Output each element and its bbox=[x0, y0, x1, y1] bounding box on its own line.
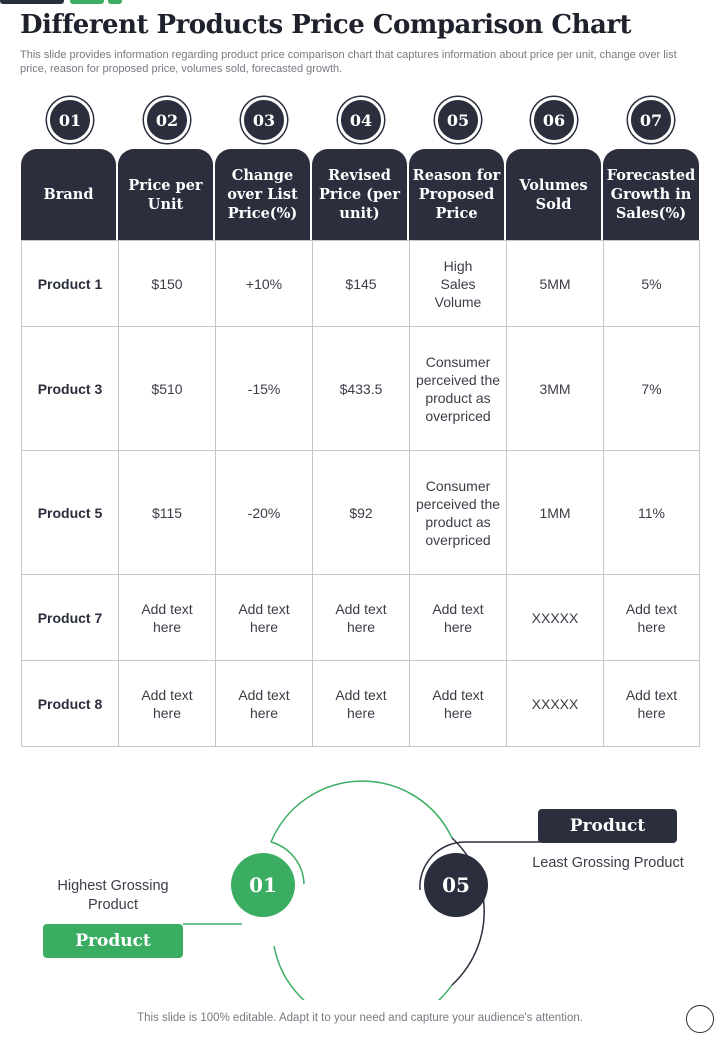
least-number-badge: 05 bbox=[424, 853, 488, 917]
column-number-badge: 01 bbox=[47, 97, 93, 143]
table-cell: Add text here bbox=[216, 575, 313, 661]
table-cell: Add text here bbox=[119, 575, 216, 661]
table-cell: 5% bbox=[604, 241, 700, 327]
column-number-badge: 03 bbox=[241, 97, 287, 143]
arc-top-green bbox=[271, 781, 452, 842]
brand-cell: Product 7 bbox=[22, 575, 119, 661]
table-cell: $433.5 bbox=[313, 327, 410, 451]
highest-number-badge: 01 bbox=[231, 853, 295, 917]
table-cell: Add text here bbox=[410, 661, 507, 747]
table-cell: Consumer perceived the product as overpriced bbox=[410, 451, 507, 575]
highest-product-button[interactable]: Product bbox=[43, 924, 183, 958]
table-cell: Add text here bbox=[410, 575, 507, 661]
table-cell: Add text here bbox=[119, 661, 216, 747]
brand-cell: Product 3 bbox=[22, 327, 119, 451]
table-cell: $115 bbox=[119, 451, 216, 575]
corner-circle-icon bbox=[686, 1005, 714, 1033]
table-cell: $150 bbox=[119, 241, 216, 327]
column-number-badge: 06 bbox=[531, 97, 577, 143]
table-cell: +10% bbox=[216, 241, 313, 327]
least-grossing-label: Least Grossing Product bbox=[532, 855, 684, 871]
brand-cell: Product 8 bbox=[22, 661, 119, 747]
page-subtitle: This slide provides information regarding product price comparison chart that captures information about price per unit, change over list price, reason for proposed price, volumes sold, forecasted growth. bbox=[20, 49, 677, 75]
table-cell: 1MM bbox=[507, 451, 604, 575]
table-cell: Add text here bbox=[604, 661, 700, 747]
table-cell: 5MM bbox=[507, 241, 604, 327]
table-cell: High Sales Volume bbox=[410, 241, 507, 327]
column-number-badge: 05 bbox=[435, 97, 481, 143]
column-number-badge: 07 bbox=[628, 97, 674, 143]
page-title: Different Products Price Comparison Chart bbox=[20, 10, 632, 40]
table-cell: 3MM bbox=[507, 327, 604, 451]
table-cell: Add text here bbox=[313, 661, 410, 747]
table-row bbox=[22, 241, 700, 327]
column-header: Forecasted Growth in Sales(%) bbox=[603, 149, 699, 240]
table-cell: 7% bbox=[604, 327, 700, 451]
table-row bbox=[22, 661, 700, 747]
table-cell: Add text here bbox=[313, 575, 410, 661]
price-comparison-table bbox=[21, 240, 700, 747]
column-number-badge: 04 bbox=[338, 97, 384, 143]
table-cell: XXXXX bbox=[507, 661, 604, 747]
footer-note: This slide is 100% editable. Adapt it to your need and capture your audience's attention. bbox=[137, 1012, 583, 1024]
table-cell: 11% bbox=[604, 451, 700, 575]
table-cell: XXXXX bbox=[507, 575, 604, 661]
column-header: Change over List Price(%) bbox=[215, 149, 310, 240]
column-header: Revised Price (per unit) bbox=[312, 149, 407, 240]
column-header: Volumes Sold bbox=[506, 149, 601, 240]
table-row bbox=[22, 451, 700, 575]
table-row bbox=[22, 327, 700, 451]
column-header: Reason for Proposed Price bbox=[409, 149, 504, 240]
brand-cell: Product 1 bbox=[22, 241, 119, 327]
column-header: Brand bbox=[21, 149, 116, 240]
top-accent-dark bbox=[0, 0, 64, 4]
least-product-button[interactable]: Product bbox=[538, 809, 677, 843]
table-cell: -20% bbox=[216, 451, 313, 575]
table-cell: Consumer perceived the product as overpriced bbox=[410, 327, 507, 451]
table-cell: $145 bbox=[313, 241, 410, 327]
top-accent-green bbox=[70, 0, 104, 4]
brand-cell: Product 5 bbox=[22, 451, 119, 575]
table-row bbox=[22, 575, 700, 661]
highest-grossing-label: Highest Grossing Product bbox=[57, 878, 169, 913]
table-cell: $92 bbox=[313, 451, 410, 575]
column-number-badge: 02 bbox=[144, 97, 190, 143]
top-accent-green-small bbox=[108, 0, 122, 4]
arc-bottom-green bbox=[274, 946, 452, 1000]
table-cell: $510 bbox=[119, 327, 216, 451]
table-cell: Add text here bbox=[604, 575, 700, 661]
table-cell: Add text here bbox=[216, 661, 313, 747]
table-cell: -15% bbox=[216, 327, 313, 451]
column-header: Price per Unit bbox=[118, 149, 213, 240]
